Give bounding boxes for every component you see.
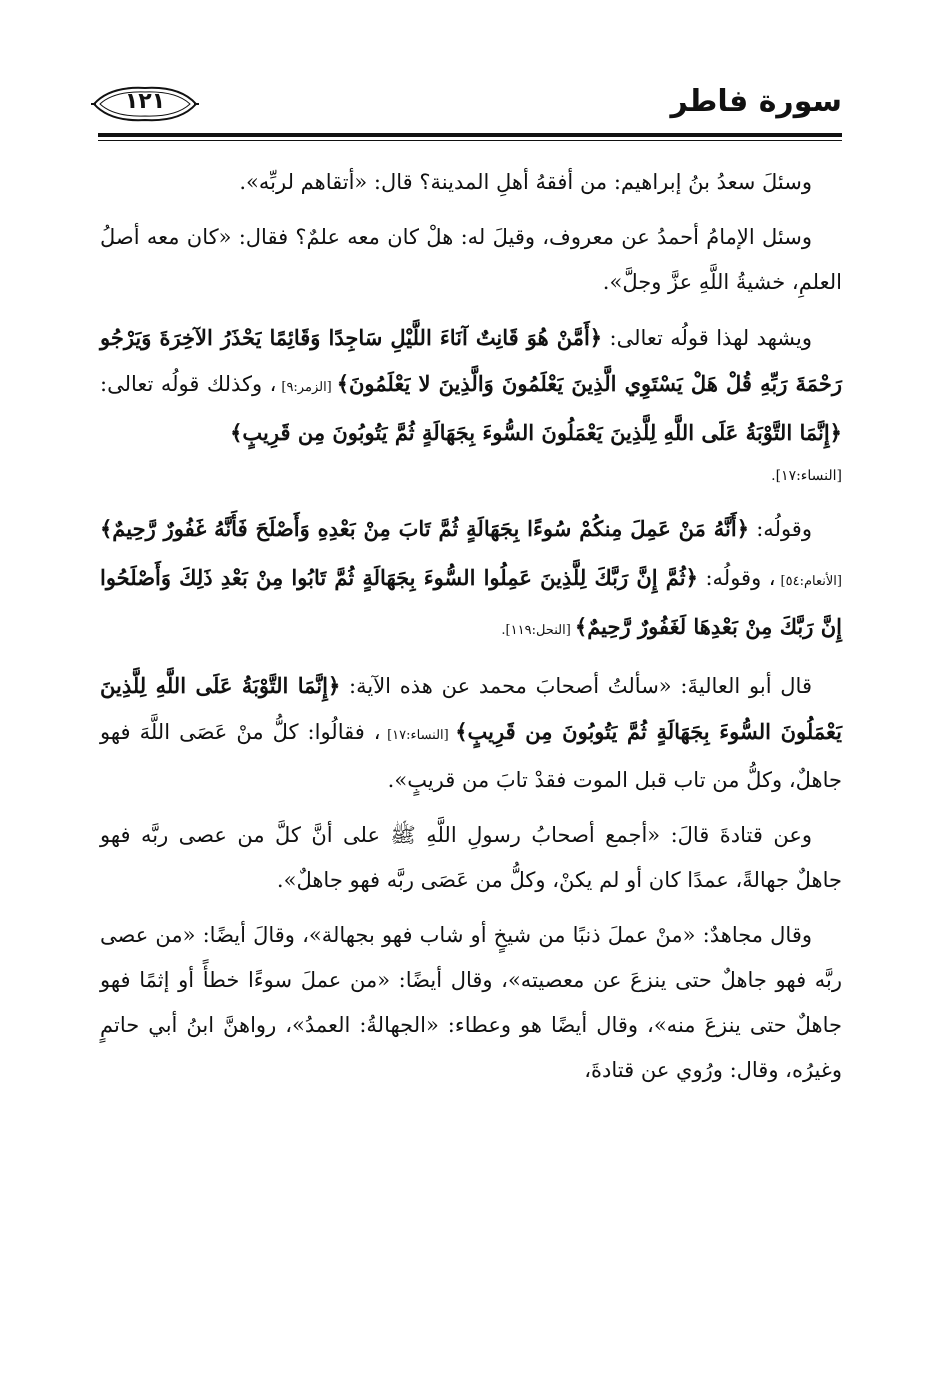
verse-reference: [النساء:١٧].: [771, 468, 842, 484]
paragraph: [100, 813, 842, 903]
paragraph: [100, 663, 842, 803]
paragraph: [100, 315, 842, 496]
quran-verse: ﴿إِنَّمَا التَّوْبَةُ عَلَى اللَّهِ لِلَّذِينَ يَعْمَلُونَ السُّوءَ بِجَهَالَةٍ ثُمَّ يَتُوبُونَ مِن قَرِيبٍ﴾: [100, 673, 842, 744]
body-text: وسئل الإمامُ أحمدُ عن معروف، وقيلَ له: هلْ كان معه علمٌ؟ فقال: «كان معه أصلُ العلمِ، خشيةُ اللَّهِ عزَّ وجلَّ».: [100, 225, 842, 294]
verse-reference: [النساء:١٧]: [380, 728, 456, 743]
body-text: ، وقولُه:: [697, 566, 776, 590]
paragraph: [100, 506, 842, 653]
paragraph: [100, 913, 842, 1093]
body-text: وقال مجاهدٌ: «منْ عملَ ذنبًا من شيخٍ أو شاب فهو بجهالة»، وقالَ أيضًا: «من عصى ربَّه فهو جاهلٌ حتى ينزعَ عن معصيته»، وقال أيضًا: «من عملَ سوءًا خطأً أو إثمًا فهو جاهلٌ حتى ينزعَ منه»، وقال أيضًا هو وعطاء: «الجهالةُ: العمدُ»، رواهنَّ ابنُ أبي حاتمٍ وغيرُه، وقال: ورُوي عن قتادةَ،: [100, 923, 842, 1082]
body-text: ، وكذلك قولُه تعالى:: [100, 372, 277, 396]
quran-verse: ﴿أَمَّنْ هُوَ قَانِتٌ آنَاءَ اللَّيْلِ سَاجِدًا وَقَائِمًا يَحْذَرُ الآخِرَةَ وَيَرْجُو رَحْمَةَ رَبِّهِ قُلْ هَلْ يَسْتَوِي الَّذِينَ يَعْلَمُونَ وَالَّذِينَ لا يَعْلَمُونَ﴾: [100, 325, 842, 396]
verse-reference: [الزمر:٩]: [276, 380, 337, 395]
quran-verse: ﴿ثُمَّ إِنَّ رَبَّكَ لِلَّذِينَ عَمِلُوا السُّوءَ بِجَهَالَةٍ ثُمَّ تَابُوا مِنْ بَعْدِ ذَلِكَ وَأَصْلَحُوا إِنَّ رَبَّكَ مِنْ بَعْدِهَا لَغَفُورٌ رَّحِيمٌ﴾: [100, 565, 842, 639]
body-text: قال أبو العاليةَ: «سألتُ أصحابَ محمد عن هذه الآية:: [340, 674, 812, 698]
body-text: ويشهد لهذا قولُه تعالى:: [602, 326, 812, 350]
body-text: ، فقالُوا: كلُّ منْ عَصَى اللَّهَ فهو جاهلٌ، وكلُّ من تاب قبل الموت فقدْ تابَ من قريبٍ».: [100, 720, 842, 792]
header-rule: [98, 133, 842, 137]
body-text: وسئلَ سعدُ بنُ إبراهيم: من أفقهُ أهلِ المدينة؟ قال: «أتقاهم لربِّه».: [239, 170, 812, 194]
page-number: ١٢١: [124, 89, 166, 114]
body-text: وعن قتادةَ قالَ: «أجمع أصحابُ رسولِ اللَّهِ ﷺ على أنَّ كلَّ من عصى ربَّه فهو جاهلٌ جهالةً، عمدًا كان أو لم يكنْ، وكلُّ من عَصَى ربَّه فهو جاهلٌ».: [100, 823, 842, 892]
quran-verse: ﴿أَنَّهُ مَنْ عَمِلَ مِنكُمْ سُوءًا بِجَهَالَةٍ ثُمَّ تَابَ مِنْ بَعْدِهِ وَأَصْلَحَ فَأَنَّهُ غَفُورٌ رَّحِيمٌ﴾: [100, 516, 749, 541]
page-number-badge: [90, 86, 200, 122]
page-header: [90, 82, 842, 130]
paragraph: [100, 215, 842, 305]
body-text: وقولُه:: [749, 517, 812, 541]
verse-reference: [النحل:١١٩].: [501, 623, 575, 638]
surah-title: سورة فاطر: [670, 84, 842, 119]
paragraph: [100, 160, 842, 205]
verse-reference: [الأنعام:٥٤]: [775, 574, 842, 589]
page-body: [100, 160, 842, 1103]
quran-verse: ﴿إِنَّمَا التَّوْبَةُ عَلَى اللَّهِ لِلَّذِينَ يَعْمَلُونَ السُّوءَ بِجَهَالَةٍ ثُمَّ يَتُوبُونَ مِن قَرِيبٍ﴾: [230, 420, 842, 445]
header-rule-thin: [98, 140, 842, 141]
